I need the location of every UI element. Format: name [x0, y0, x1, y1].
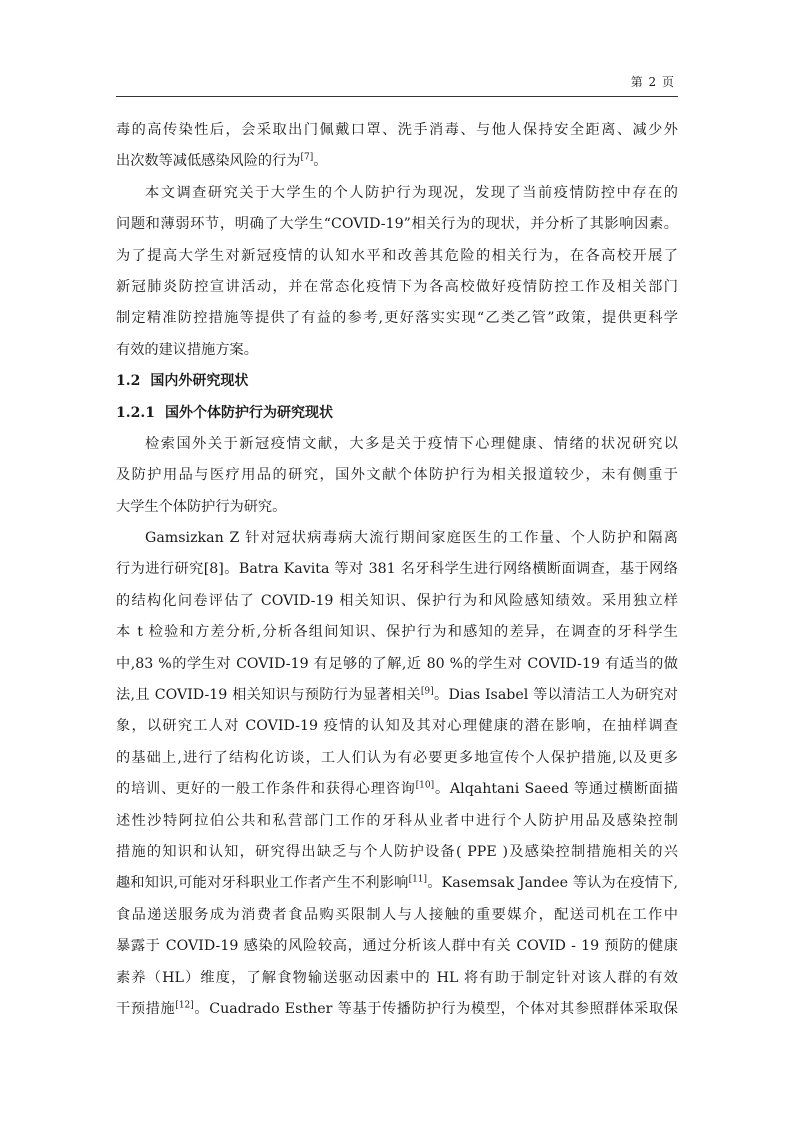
line-text: 法,且 COVID-19 相关知识与预防行为显著相关 — [116, 687, 421, 704]
text-line — [116, 335, 678, 366]
citation-marker: [10] — [415, 780, 435, 791]
line-text-continued: 。 — [313, 153, 328, 170]
line-text: 措施的知识和认知，研究得出缺乏与个人防护设备( PPE )及感染控制措施相关的兴 — [116, 843, 678, 860]
text-line — [116, 649, 678, 680]
text-line — [116, 963, 678, 994]
line-text: 问题和薄弱环节，明确了大学生“COVID-19”相关行为的现状，并分析了其影响因素。 — [116, 216, 678, 233]
line-text: 有效的建议措施方案。 — [116, 341, 258, 358]
section-heading — [116, 366, 678, 397]
text-line — [116, 429, 678, 460]
text-line — [116, 680, 678, 711]
line-text: 趣和知识,可能对牙科职业工作者产生不利影响 — [116, 875, 409, 892]
text-line — [116, 303, 678, 334]
header-rule — [116, 96, 678, 97]
line-text-continued: 。Cuadrado Esther 等基于传播防护行为模型，个体对其参照群体采取保 — [193, 1000, 678, 1017]
line-text: 述性沙特阿拉伯公共和私营部门工作的牙科从业者中进行个人防护用品及感染控制 — [116, 812, 678, 829]
line-text: 干预措施 — [116, 1000, 176, 1017]
line-text: 的结构化问卷评估了 COVID-19 相关知识、保护行为和风险感知绩效。采用独立样 — [116, 592, 678, 609]
line-text: 象，以研究工人对 COVID-19 疫情的认知及其对心理健康的潜在影响，在抽样调查 — [116, 718, 678, 735]
line-text: 食品递送服务成为消费者食品购买限制人与人接触的重要媒介，配送司机在工作中 — [116, 906, 678, 923]
text-line — [116, 617, 678, 648]
text-line — [116, 178, 678, 209]
text-line — [116, 460, 678, 491]
line-text: Gamsizkan Z 针对冠状病毒病大流行期间家庭医生的工作量、个人防护和隔离 — [145, 530, 678, 547]
text-line — [116, 806, 678, 837]
line-text: 及防护用品与医疗用品的研究，国外文献个体防护行为相关报道较少，未有侧重于 — [116, 467, 678, 484]
text-line — [116, 209, 678, 240]
text-line — [116, 115, 678, 146]
line-text: 大学生个体防护行为研究。 — [116, 498, 287, 515]
section-number: 1.2.1 — [116, 404, 155, 421]
text-line — [116, 868, 678, 899]
section-heading — [116, 398, 678, 429]
section-number: 1.2 — [116, 373, 141, 390]
line-text-continued: 。Dias Isabel 等以清洁工人为研究对 — [433, 687, 678, 704]
line-text: 素养（HL）维度，了解食物输送驱动因素中的 HL 将有助于制定针对该人群的有效 — [116, 969, 678, 986]
line-text: 新冠肺炎防控宣讲活动，并在常态化疫情下为各高校做好疫情防控工作及相关部门 — [116, 278, 678, 295]
section-title: 国内外研究现状 — [150, 373, 249, 390]
citation-marker: [7] — [300, 152, 314, 163]
line-text: 本 t 检验和方差分析,分析各组间知识、保护行为和感知的差异，在调查的牙科学生 — [116, 624, 678, 641]
line-text-continued: 。Alqahtani Saeed 等通过横断面描 — [434, 781, 678, 798]
line-text: 的基础上,进行了结构化访谈，工人们认为有必要更多地宣传个人保护措施,以及更多 — [116, 749, 678, 766]
text-line — [116, 272, 678, 303]
text-line — [116, 743, 678, 774]
text-line — [116, 900, 678, 931]
text-line — [116, 774, 678, 805]
text-line — [116, 837, 678, 868]
line-text: 中,83 %的学生对 COVID-19 有足够的了解,近 80 %的学生对 COVID-19 有适当的做 — [116, 655, 678, 672]
text-line — [116, 931, 678, 962]
line-text: 出次数等减低感染风险的行为 — [116, 153, 301, 170]
line-text: 行为进行研究[8]。Batra Kavita 等对 381 名牙科学生进行网络横断面调查，基于网络 — [116, 561, 678, 578]
citation-marker: [11] — [408, 874, 428, 885]
section-title: 国外个体防护行为研究现状 — [164, 404, 333, 421]
text-line — [116, 554, 678, 585]
text-line — [116, 994, 678, 1025]
line-text: 制定精准防控措施等提供了有益的参考,更好落实实现“乙类乙管”政策，提供更科学 — [116, 310, 678, 327]
line-text: 暴露于 COVID-19 感染的风险较高，通过分析该人群中有关 COVID - 19 预防的健康 — [116, 938, 678, 955]
line-text: 为了提高大学生对新冠疫情的认知水平和改善其危险的相关行为，在各高校开展了 — [116, 247, 678, 264]
citation-marker: [9] — [420, 686, 434, 697]
text-line — [116, 241, 678, 272]
text-line — [116, 711, 678, 742]
document-body — [116, 115, 678, 1025]
text-line — [116, 523, 678, 554]
line-text: 检索国外关于新冠疫情文献，大多是关于疫情下心理健康、情绪的状况研究以 — [145, 435, 678, 452]
text-line — [116, 146, 678, 177]
line-text: 本文调查研究关于大学生的个人防护行为现况，发现了当前疫情防控中存在的 — [145, 184, 678, 201]
text-line — [116, 492, 678, 523]
line-text: 毒的高传染性后，会采取出门佩戴口罩、洗手消毒、与他人保持安全距离、减少外 — [116, 122, 678, 138]
text-line — [116, 586, 678, 617]
line-text: 的培训、更好的一般工作条件和获得心理咨询 — [116, 781, 416, 798]
line-text-continued: 。Kasemsak Jandee 等认为在疫情下, — [427, 875, 678, 892]
citation-marker: [12] — [175, 1000, 194, 1011]
page-number: 第 2 页 — [630, 75, 675, 89]
